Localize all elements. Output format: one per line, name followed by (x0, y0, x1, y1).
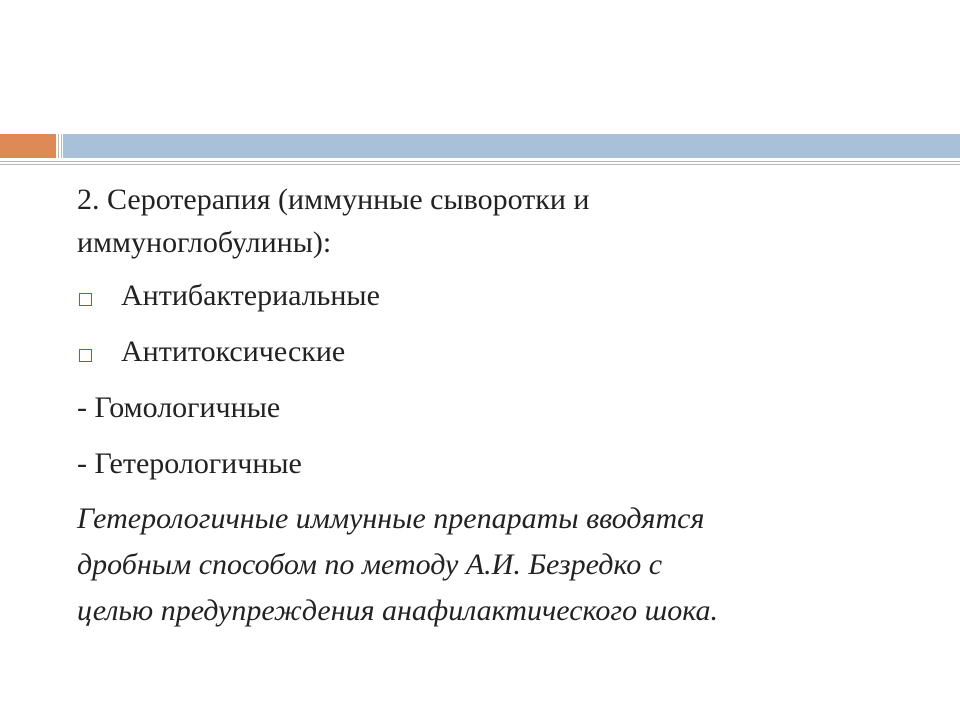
dash-item-homologous: - Гомологичные (77, 391, 281, 424)
bullet-item-antitoxic (77, 324, 917, 380)
square-bullet-icon (79, 349, 92, 362)
note-line-2: дробным способом по методу А.И. Безредко с (77, 548, 663, 581)
square-bullet-icon (79, 293, 92, 306)
header-rule (0, 164, 960, 165)
header-accent-orange (0, 134, 56, 158)
header-accent-blue (63, 134, 960, 158)
dash-item-heterologous: - Гетерологичные (77, 447, 302, 480)
bullet-label: Антибактериальные (121, 279, 380, 312)
header-divider (61, 134, 62, 158)
note-line-3: целью предупреждения анафилактического шока. (77, 594, 719, 627)
italic-note (77, 496, 917, 634)
bullet-label: Антитоксические (121, 335, 346, 368)
heading-line-1: 2. Серотерапия (иммунные сыворотки и (77, 183, 590, 216)
heading-line-2: иммуноглобулины): (77, 226, 332, 259)
header-rule (0, 161, 960, 162)
bullet-item-antibacterial (77, 268, 917, 324)
header-divider (58, 134, 59, 158)
slide-body (77, 178, 917, 634)
note-line-1: Гетерологичные иммунные препараты вводятся (77, 502, 705, 535)
